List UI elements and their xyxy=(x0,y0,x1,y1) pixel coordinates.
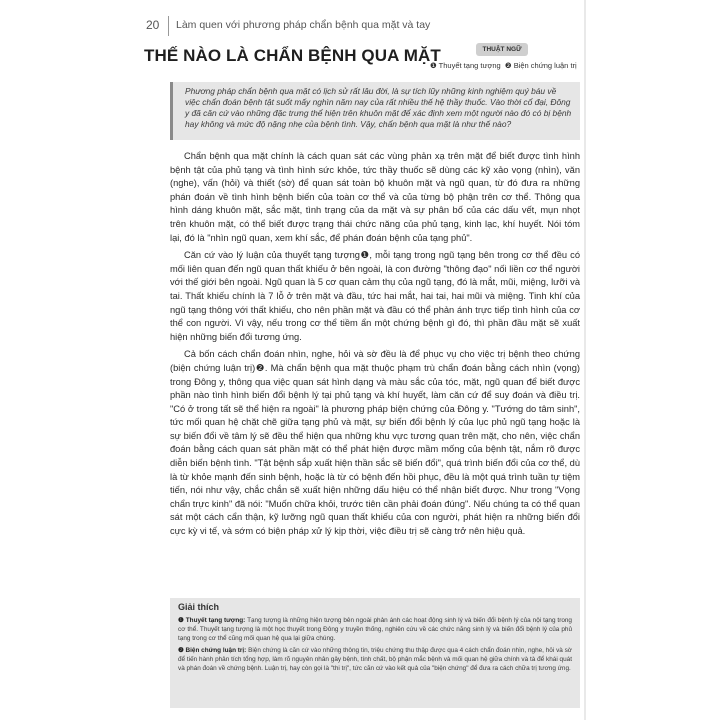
explanation-box xyxy=(170,598,580,708)
page-header xyxy=(140,16,588,36)
term-item-2: ❷ Biện chứng luận trị xyxy=(504,61,577,70)
note-1-text: Tạng tượng là những hiện tượng bên ngoài phản ánh các hoạt động sinh lý và biến đổi bệnh lý của nội tạng trong cơ thể. Thuyết tạng tượng là một học thuyết trong Đông y truyền thống, nghiên cứu về các chức năng sinh lý và biến đổi bệnh lý của phủ tạng trong cơ thể cũng mối quan hệ qua lại giữa chúng. xyxy=(178,617,572,642)
paragraph-2: Căn cứ vào lý luận của thuyết tạng tượng❶, mỗi tạng trong ngũ tạng bên trong cơ thể đều có mối liên quan đến ngũ quan thất khiếu ở bên ngoài, là con đường "thông đạo" nối liền cơ thể người với thế giới bên ngoài. Ngũ quan là 5 cơ quan cảm thụ của ngũ tạng, đó là mắt, mũi, miệng, lưỡi và tai. Thất khiếu chính là 7 lỗ ở trên mặt và đầu, tức hai mắt, hai tai, hai mũi và miệng. Tinh khí của ngũ tạng thông với thất khiếu, cho nên phần mặt và đầu có thể phản ánh trực tiếp tình hình của cơ thể con người. Vì vậy, nếu trong cơ thể tiềm ẩn một chứng bệnh gì đó, thì phần đầu mặt sẽ xuất hiện những biến đổi tương ứng. xyxy=(170,250,580,342)
note-1-label: ❶ Thuyết tạng tượng: xyxy=(178,617,246,624)
page-title: THẾ NÀO LÀ CHẨN BỆNH QUA MẶT xyxy=(144,46,441,65)
running-head: Làm quen với phương pháp chẩn bệnh qua mặt và tay xyxy=(176,19,431,31)
book-page xyxy=(140,0,588,720)
book-spine-edge xyxy=(584,0,586,720)
note-2 xyxy=(178,646,572,673)
terms-box xyxy=(430,42,582,84)
body-text xyxy=(170,150,580,543)
intro-box xyxy=(170,82,580,140)
paragraph-1: Chẩn bệnh qua mặt chính là cách quan sát các vùng phản xạ trên mặt để biết được tình hình bệnh tật của phủ tạng và tình hình sức khỏe, tức thầy thuốc sẽ dùng các kỹ xảo vọng (nhìn), văn (nghe), vấn (hỏi) và thiết (sờ) để quan sát toàn bộ khuôn mặt và ngũ quan, từ đó đưa ra những phán đoán về tình hình bệnh biến của toàn cơ thể và của từng bộ phận trên cơ thể. Thông qua hình dáng khuôn mặt, sắc mặt, tình trạng của da mặt và sự phân bố của các dấu vết, mụn nhọt trên khuôn mặt, có thể biết được trạng thái chức năng của phủ tạng, kinh lạc, khí huyết. Nói tóm lại, đó là "nhìn ngũ quan, xem khí sắc, để phán đoán bệnh của tạng phủ". xyxy=(170,151,580,243)
intro-text: Phương pháp chẩn bệnh qua mặt có lịch sử rất lâu đời, là sự tích lũy những kinh nghiệm quý báu về việc chẩn đoán bệnh tật suốt mấy nghìn năm nay của rất nhiều thế hệ thầy thuốc. Vào thời cổ đại, Đông y đã căn cứ vào những đặc trưng thể hiện trên khuôn mặt để xác định xem một người nào đó có bị bệnh hay không và mức độ nặng nhẹ của bệnh tình. Vậy, chẩn bệnh qua mặt là như thế nào? xyxy=(185,86,572,129)
paragraph-3: Cả bốn cách chẩn đoán nhìn, nghe, hỏi và sờ đều là để phục vụ cho việc trị bệnh theo chứng (biện chứng luận trị)❷. Mà chẩn bệnh qua mặt thuộc phạm trù chẩn đoán bằng cách nhìn (vọng) trong Đông y, thông qua việc quan sát hình dạng và màu sắc của tóc, mặt, ngũ quan để biết được phần nào tình hình biến đổi bệnh lý tại phủ tạng và khí huyết, làm căn cứ để suy đoán và điều trị. "Có ở trong tất sẽ thể hiện ra ngoài" là phương pháp biện chứng của Đông y. "Tướng do tâm sinh", tức mối quan hệ chặt chẽ giữa tạng phủ và mặt, sự biến đổi bệnh lý của lục phủ ngũ tạng hoặc là sự biến đổi về tâm lý sẽ đều thể hiện qua những khu vực tương quan trên mặt, cho nên, việc chẩn đoán bằng cách quan sát phần mặt có thể phát hiện được mầm mống của bệnh tật, nắm rõ được diễn biến bệnh tình. "Tật bệnh sắp xuất hiện thần sắc sẽ biến đổi", quá trình biến đổi của cơ thể, dù là từ khỏe mạnh đến sinh bệnh, hoặc là từ có bệnh đến hồi phục, đều là một quá trình tuần tự tiệm tiến, nói như vậy, chắc chắn sẽ xuất hiện những dấu hiệu có thể nhận biết được. Như trong "Vọng chẩn trực kinh" đã nói: "Muốn chữa khỏi, trước tiên cần phải đoán đúng". Nếu chúng ta có thể quan sát một cách cẩn thận, kỹ lưỡng ngũ quan thất khiếu của con người, phát hiện ra những biến đổi cực kỳ vi tế, và sớm có biện pháp xử lý kịp thời, việc điều trị sẽ càng trở nên hiệu quả. xyxy=(170,349,580,537)
terms-line xyxy=(430,61,582,70)
page-number: 20 xyxy=(146,18,160,32)
note-2-text: Biện chứng là căn cứ vào những thông tin, triệu chứng thu thập được qua 4 cách chẩn đoán nhìn, nghe, hỏi và sờ để tiến hành phân tích tổng hợp, làm rõ nguyên nhân gây bệnh, tính chất, bộ phận mắc bệnh và mối quan hệ giữa chính và tà để khái quát và phán đoán về chứng bệnh. Luận trị, hay còn gọi là "thi trị", tức căn cứ vào kết quả của "biện chứng" để đưa ra cách chữa trị tương ứng. xyxy=(178,647,572,672)
header-divider xyxy=(168,16,169,36)
term-item-1: ❶ Thuyết tạng tượng xyxy=(430,61,501,70)
terms-title: THUẬT NGỮ xyxy=(476,43,528,56)
explanation-title: Giải thích xyxy=(178,602,220,612)
note-1 xyxy=(178,616,572,643)
note-2-label: ❷ Biện chứng luận trị: xyxy=(178,647,247,654)
